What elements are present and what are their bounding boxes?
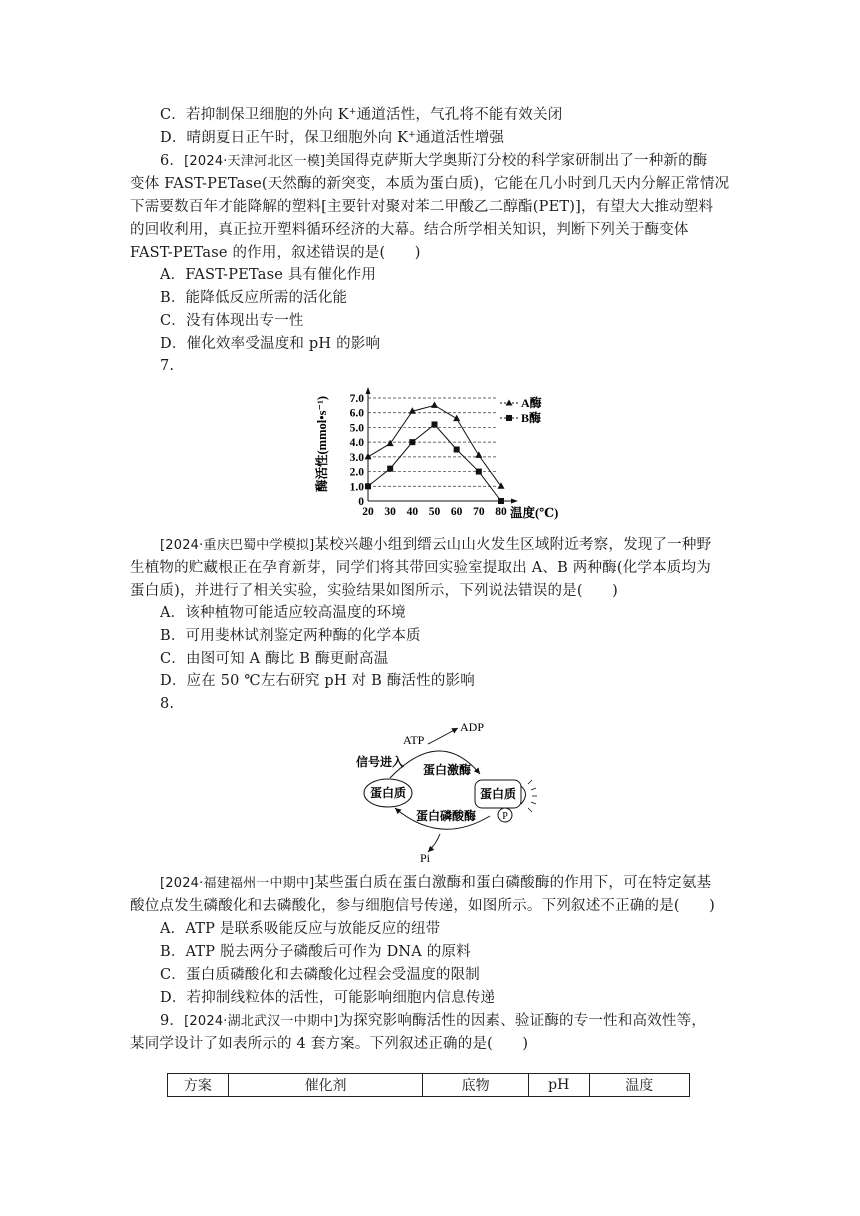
point-b [498, 498, 504, 504]
legend-marker-a [506, 400, 513, 406]
protein-phosphorylation-diagram [340, 716, 550, 864]
pi-label: Pi [420, 851, 431, 865]
point-b [387, 466, 393, 472]
protein-right-label: 蛋白质 [479, 787, 517, 801]
q5-option-d-tail: 通道活性增强 [415, 130, 505, 146]
q8-option-c: C．蛋白质磷酸化和去磷酸化过程会受温度的限制 [160, 967, 480, 983]
question-source: [2024·天津河北区一模] [184, 154, 326, 169]
q5-option-d [160, 127, 504, 149]
y-tick-label: 6.0 [349, 407, 364, 420]
q8-option-b: B．ATP 脱去两分子磷酸后可作为 DNA 的原料 [160, 944, 471, 960]
x-tick-label: 30 [384, 506, 396, 518]
q8-number: 8. [160, 696, 175, 712]
q5-option-c-tail: 通道活性，气孔将不能有效关闭 [356, 107, 563, 123]
activity-rays [528, 780, 537, 812]
atp-label: ATP [403, 733, 425, 747]
x-tick-label: 50 [428, 506, 441, 518]
q6-stem-line-1 [160, 150, 708, 173]
question-source: [2024·湖北武汉一中期中] [184, 1014, 339, 1029]
y-tick-label: 7.0 [349, 393, 364, 405]
pi-release-arrow [428, 834, 440, 852]
signal-label: 信号进入 [356, 755, 405, 769]
q6-option-b: B．能降低反应所需的活化能 [160, 290, 348, 306]
q7-option-c: C．由图可知 A 酶比 B 酶更耐高温 [160, 651, 389, 667]
q7-option-b: B．可用斐林试剂鉴定两种酶的化学本质 [160, 628, 421, 644]
q5-option-d-text: D．晴朗夏日正午时，保卫细胞外向 K [160, 130, 409, 146]
protein-right-bump [521, 786, 526, 804]
table-header-row [168, 1074, 690, 1097]
kinase-label: 蛋白激酶 [423, 763, 472, 777]
q9-stem-line-2: 某同学设计了如表所示的 4 套方案。下列叙述正确的是( ) [130, 1036, 529, 1052]
atp-to-adp-arrow [428, 728, 458, 744]
point-a [365, 453, 372, 460]
table-header-cell: 方案 [168, 1074, 229, 1097]
question-stem: 为探究影响酶活性的因素、验证酶的专一性和高效性等， [338, 1013, 707, 1029]
adp-label: ADP [460, 720, 485, 734]
superscript: + [408, 130, 416, 140]
point-b [365, 483, 371, 489]
series-line-b [368, 424, 501, 501]
q7-stem-line-2: 生植物的贮藏根正在孕育新芽，同学们将其带回实验室提取出 A、B 两种酶(化学本质均为 [130, 560, 711, 576]
q6-stem-line-4: 的回收利用，真正拉开塑料循环经济的大幕。结合所学相关知识，判断下列关于酶变体 [130, 222, 689, 238]
q7-stem-line-3: 蛋白质)，并进行了相关实验，实验结果如图所示，下列说法错误的是( ) [130, 583, 618, 599]
table-header-cell: 温度 [589, 1074, 689, 1097]
point-b [432, 421, 438, 427]
question-stem: 某些蛋白质在蛋白激酶和蛋白磷酸酶的作用下，可在特定氨基 [314, 875, 712, 891]
question-source: [2024·重庆巴蜀中学模拟] [160, 538, 315, 553]
x-tick-label: 60 [450, 506, 463, 518]
q6-option-a: A．FAST-PETase 具有催化作用 [160, 267, 377, 283]
x-tick-label: 70 [473, 506, 485, 518]
q6-stem-line-2: 变体 FAST-PETase(天然酶的新突变，本质为蛋白质)，它能在几小时到几天内分解正常情况 [130, 176, 730, 192]
q5-option-c-text: C．若抑制保卫细胞的外向 K [160, 107, 349, 123]
phosphatase-label: 蛋白磷酸酶 [416, 809, 477, 823]
point-b [409, 439, 415, 445]
point-b [476, 469, 482, 475]
question-stem: 美国得克萨斯大学奥斯汀分校的科学家研制出了一种新的酶 [325, 153, 708, 169]
q6-option-c: C．没有体现出专一性 [160, 313, 304, 329]
point-a [431, 401, 438, 408]
question-source: [2024·福建福州一中期中] [160, 876, 315, 891]
q5-option-c [160, 104, 562, 126]
phosphate-label: P [502, 811, 508, 822]
x-tick-label: 40 [406, 506, 419, 518]
y-tick-label: 5.0 [349, 422, 364, 435]
q7-number: 7. [160, 358, 175, 374]
scheme-table [167, 1073, 690, 1097]
chart-y-ticks [350, 393, 365, 508]
q8-option-a: A．ATP 是联系吸能反应与放能反应的纽带 [160, 921, 441, 937]
y-tick-label: 4.0 [349, 437, 364, 450]
superscript: + [348, 107, 357, 117]
x-tick-label: 80 [495, 506, 507, 518]
q9-stem-line-1 [160, 1010, 706, 1033]
y-axis-label: 酶活性(mmol•s⁻¹) [315, 396, 329, 492]
table-header-cell: pH [528, 1074, 589, 1097]
legend-marker-b [506, 415, 512, 421]
x-tick-label: 20 [362, 506, 374, 518]
q6-stem-line-3: 下需要数百年才能降解的塑料[主要针对聚对苯二甲酸乙二醇酯(PET)]，有望大大推动塑料 [130, 199, 714, 215]
chart-x-ticks [362, 506, 507, 518]
table-header-cell: 底物 [423, 1074, 528, 1097]
question-number: 6． [160, 153, 185, 169]
table-header-cell: 催化剂 [228, 1074, 423, 1097]
x-axis-label: 温度(℃) [510, 506, 559, 520]
q8-stem-line-2: 酸位点发生磷酸化和去磷酸化，参与细胞信号传递，如图所示。下列叙述不正确的是( ) [130, 898, 716, 914]
y-tick-label: 2.0 [349, 466, 364, 479]
y-tick-label: 1.0 [349, 481, 364, 494]
q7-option-a: A．该种植物可能适应较高温度的环境 [160, 605, 406, 621]
q6-stem-line-5: FAST-PETase 的作用，叙述错误的是( ) [130, 245, 421, 261]
y-tick-label: 3.0 [349, 451, 364, 464]
q7-option-d: D．应在 50 ℃左右研究 pH 对 B 酶活性的影响 [160, 673, 475, 689]
point-b [454, 447, 460, 453]
question-stem: 某校兴趣小组到缙云山山火发生区域附近考察，发现了一种野 [314, 537, 712, 553]
enzyme-activity-chart [315, 384, 578, 524]
q8-stem-line-1 [160, 872, 711, 895]
q7-stem-line-1 [160, 534, 711, 557]
question-number: 9． [160, 1013, 185, 1029]
protein-left-label: 蛋白质 [369, 786, 407, 800]
legend-label-a: A酶 [521, 396, 542, 410]
q6-option-d: D．催化效率受温度和 pH 的影响 [160, 336, 381, 352]
point-a [453, 415, 460, 422]
chart-legend [500, 395, 542, 425]
legend-label-b: B酶 [521, 411, 542, 425]
point-a [475, 451, 482, 458]
q8-option-d: D．若抑制线粒体的活性，可能影响细胞内信息传递 [160, 990, 496, 1006]
y-tick-label: 0 [358, 496, 364, 508]
chart-series [365, 401, 505, 504]
